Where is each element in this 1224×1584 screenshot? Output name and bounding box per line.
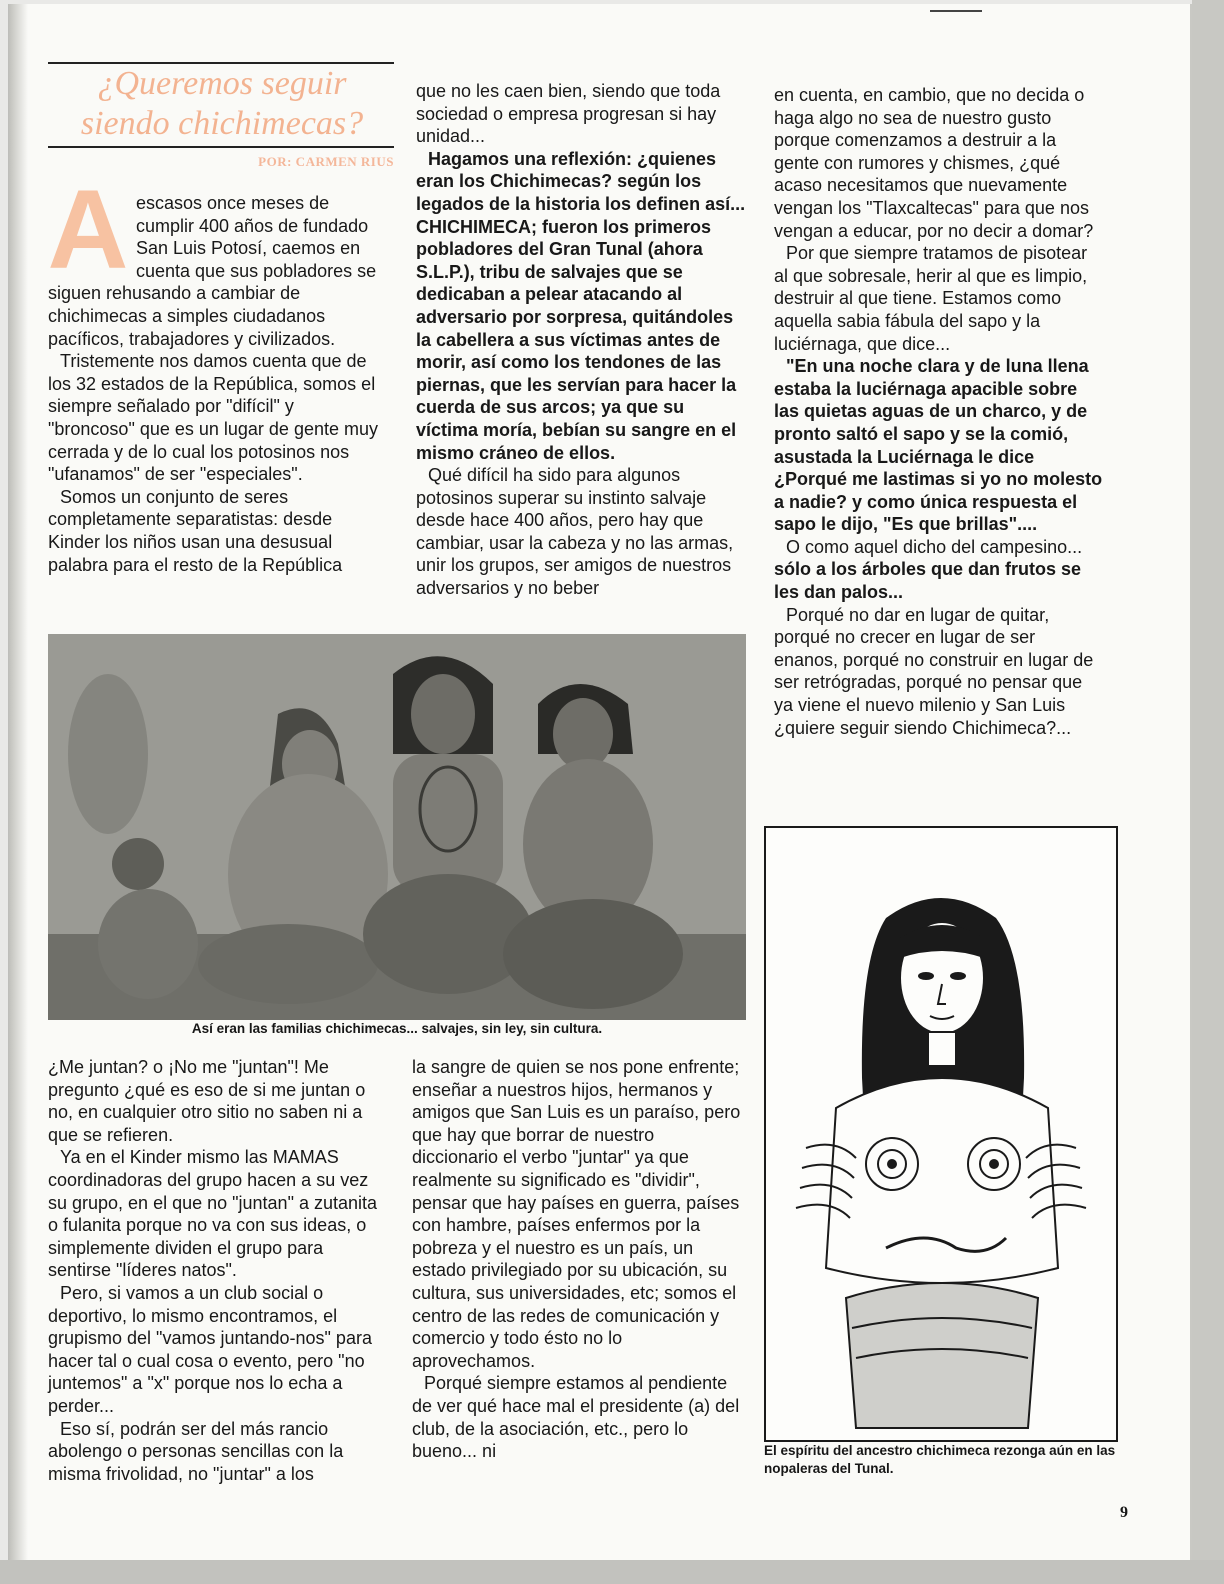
family-photo-drawing bbox=[48, 634, 746, 1020]
illustration-caption: El espíritu del ancestro chichimeca rezonga aún en las nopaleras del Tunal. bbox=[764, 1443, 1116, 1476]
historic-photo bbox=[48, 634, 746, 1020]
col3-para-5: Porqué no dar en lugar de quitar, porqué no crecer en lugar de ser enanos, porqué no construir en lugar de ser retrógradas, porqué no pensar que ya viene el nuevo milenio y San Luis ¿quiere seguir siendo Chichimeca?... bbox=[774, 604, 1094, 738]
col2-para-1: que no les caen bien, siendo que toda sociedad o empresa progresan si hay unidad... bbox=[416, 81, 721, 147]
col1-para-2: Tristemente nos damos cuenta que de los 32 estados de la República, somos el siempre señalado por "difícil" y "broncoso" que es un lugar de gente muy cerrada y de lo cual los potosinos nos "ufanamos" de ser "especiales". bbox=[48, 351, 378, 485]
column-2 bbox=[416, 80, 750, 600]
photo-caption: Así eran las familias chichimecas... salvajes, sin ley, sin cultura. bbox=[191, 1021, 603, 1036]
col3-para-3-bold: "En una noche clara y de luna llena estaba la luciérnaga apacible sobre las quietas aguas de un charco, y de pronto saltó el sapo y se la comió, asustada la Luciérnaga le dice ¿Porqué me lastimas si yo no molesto a nadie? y como única respuesta el sapo le dijo, "Es que brillas".... bbox=[774, 356, 1103, 535]
col3-para-2: Por que siempre tratamos de pisotear al que sobresale, herir al que es limpio, destruir al que tiene. Estamos como aquella sabia fábula del sapo y la luciérnaga, que dice... bbox=[774, 243, 1088, 354]
col5-para-1: la sangre de quien se nos pone enfrente; enseñar a nuestros hijos, hermanos y amigos que San Luis es un paraíso, pero que hay que borrar de nuestro diccionario el verbo "juntar" ya que realmente su significado es "dividir", pensar que hay países en guerra, países con hambre, países enfermos por la pobreza y el nuestro es un país, un estado privilegiado por su ubicación, su cultura, sus universidades, etc; somos el centro de las redes de comunicación y comercio y todo ésto no lo aprovechamos. bbox=[412, 1057, 741, 1371]
col1-para-1: escasos once meses de cumplir 400 años de fundado San Luis Potosí, caemos en cuenta que sus pobladores se siguen rehusando a cambiar de chichimecas a simples ciudadanos pacíficos, trabajadores y civilizados. bbox=[48, 193, 377, 349]
col4-para-2: Ya en el Kinder mismo las MAMAS coordinadoras del grupo hacen a su vez su grupo, en el que no "juntan" a zutanita o fulanita porque no va con sus ideas, o simplemente dividen el grupo para sentirse "líderes natos". bbox=[48, 1147, 378, 1281]
article-title bbox=[52, 64, 392, 144]
column-4 bbox=[48, 1056, 378, 1485]
top-mark bbox=[930, 10, 982, 12]
col3-para-4-bold: sólo a los árboles que dan frutos se les dan palos... bbox=[774, 559, 1082, 603]
column-5 bbox=[412, 1056, 742, 1463]
col2-para-2 bbox=[416, 148, 750, 464]
column-3 bbox=[774, 84, 1104, 739]
article-title-line-1: ¿Queremos seguir bbox=[97, 65, 347, 102]
col3-para-4-plain: O como aquel dicho del campesino... bbox=[786, 536, 1083, 557]
col2-para-3: Qué difícil ha sido para algunos potosinos superar su instinto salvaje desde hace 400 años, pero hay que cambiar, usar la cabeza y no las armas, unir los grupos, ser amigos de nuestros adversarios y no beber bbox=[416, 465, 734, 599]
chichimeca-woman-drawing bbox=[766, 828, 1116, 1440]
drop-cap-spacer bbox=[48, 192, 136, 282]
col3-para-4 bbox=[774, 536, 1104, 604]
col3-para-1: en cuenta, en cambio, que no decida o haga algo no sea de nuestro gusto porque comenzamos a destruir a la gente con rumores y chismes, ¿qué acaso necesitamos que nuevamente vengan los "Tlaxcaltecas" para que nos vengan a educar, por no decir a domar? bbox=[774, 85, 1094, 241]
title-rule-bottom bbox=[48, 146, 394, 148]
byline: POR: CARMEN RIUS bbox=[258, 154, 394, 169]
col3-para-3 bbox=[774, 355, 1104, 536]
page-number: 9 bbox=[1120, 1504, 1128, 1521]
drop-cap: A bbox=[47, 167, 129, 292]
col2-para-2-bold: Hagamos una reflexión: ¿quienes eran los Chichimecas? según los legados de la historia los definen así... CHICHIMECA; fueron los primeros pobladores del Gran Tunal (ahora S.L.P.), tribu de salvajes que se dedicaban a pelear atacando al adversario por sorpresa, quitándoles la cabellera a sus víctimas antes de morir, así como los tendones de las piernas, que les servían para hacer la cuerda de sus arcos; ya que su víctima moría, bebían su sangre en el mismo cráneo de ellos. bbox=[416, 148, 746, 463]
column-1 bbox=[48, 192, 378, 576]
scanner-edge-bottom bbox=[0, 1560, 1224, 1584]
scanner-edge-right bbox=[1192, 0, 1224, 1584]
ancestor-illustration bbox=[764, 826, 1118, 1442]
col4-para-3: Pero, si vamos a un club social o deportivo, lo mismo encontramos, el grupismo del "vamos juntando-nos" para hacer tal o cual cosa o evento, pero "no juntemos" a "x" porque nos lo echa a perder... bbox=[48, 1282, 372, 1416]
page-spine-shadow bbox=[8, 4, 28, 1560]
col5-para-2: Porqué siempre estamos al pendiente de ver qué hace mal el presidente (a) del club, de la asociación, etc., pero lo bueno... ni bbox=[412, 1373, 740, 1462]
col4-para-1: ¿Me juntan? o ¡No me "juntan"! Me pregunto ¿qué es eso de si me juntan o no, en cualquier otro sitio no saben ni a que se refieren. bbox=[48, 1057, 366, 1145]
col4-para-4: Eso sí, podrán ser del más rancio abolengo o personas sencillas con la misma frivolidad, no "juntar" a los bbox=[48, 1418, 344, 1484]
article-title-line-2: siendo chichimecas? bbox=[80, 105, 364, 142]
col1-para-3: Somos un conjunto de seres completamente separatistas: desde Kinder los niños usan una desusual palabra para el resto de la República bbox=[48, 486, 343, 575]
